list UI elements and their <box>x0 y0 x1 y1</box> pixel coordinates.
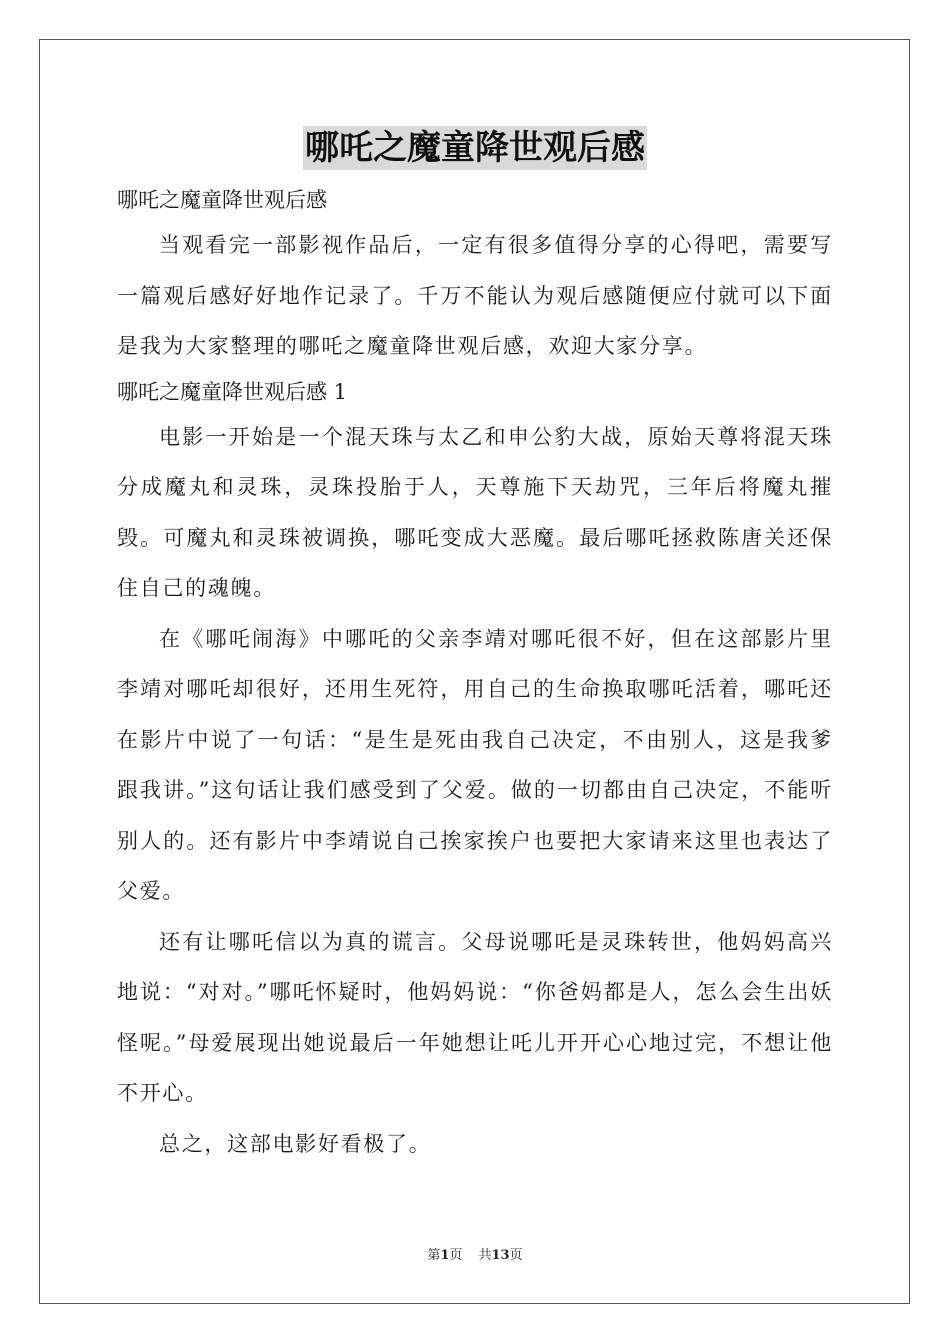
page-total: 13 <box>491 1248 510 1263</box>
document-title: 哪吒之魔童降世观后感 <box>305 128 645 168</box>
body-paragraph: 在《哪吒闹海》中哪吒的父亲李靖对哪吒很不好，但在这部影片里李靖对哪吒却很好，还用生死符，用自己的生命换取哪吒活着，哪吒还在影片中说了一句话：“是生是死由我自己决定，不由别人，这是我爹跟我讲。”这句话让我们感受到了父爱。做的一切都由自己决定，不能听别人的。还有影片中李靖说自己挨家挨户也要把大家请来这里也表达了父爱。 <box>117 626 833 903</box>
total-suffix: 页 <box>509 1248 523 1263</box>
page-footer <box>0 1247 950 1265</box>
body-paragraph: 总之，这部电影好看极了。 <box>159 1131 432 1156</box>
body-paragraph: 还有让哪吒信以为真的谎言。父母说哪吒是灵珠转世，他妈妈高兴地说：“对对。”哪吒怀疑时，他妈妈说：“你爸妈都是人，怎么会生出妖怪呢。”母爱展现出她说最后一年她想让吒儿开开心心地过完，不想让他不开心。 <box>117 929 833 1105</box>
body-paragraph: 电影一开始是一个混天珠与太乙和申公豹大战，原始天尊将混天珠分成魔丸和灵珠，灵珠投胎于人，天尊施下天劫咒，三年后将魔丸摧毁。可魔丸和灵珠被调换，哪吒变成大恶魔。最后哪吒拯救陈唐关还保住自己的魂魄。 <box>117 424 833 600</box>
total-prefix: 共 <box>478 1248 492 1263</box>
page-suffix: 页 <box>449 1248 463 1263</box>
title-area <box>0 126 950 170</box>
document-body <box>117 180 833 1169</box>
page-prefix: 第 <box>427 1248 441 1263</box>
section-heading: 哪吒之魔童降世观后感 1 <box>117 379 348 404</box>
page-current: 1 <box>440 1248 450 1263</box>
document-subtitle: 哪吒之魔童降世观后感 <box>117 188 327 212</box>
intro-paragraph: 当观看完一部影视作品后，一定有很多值得分享的心得吧，需要写一篇观后感好好地作记录了。千万不能认为观后感随便应付就可以下面是我为大家整理的哪吒之魔童降世观后感，欢迎大家分享。 <box>117 233 833 358</box>
